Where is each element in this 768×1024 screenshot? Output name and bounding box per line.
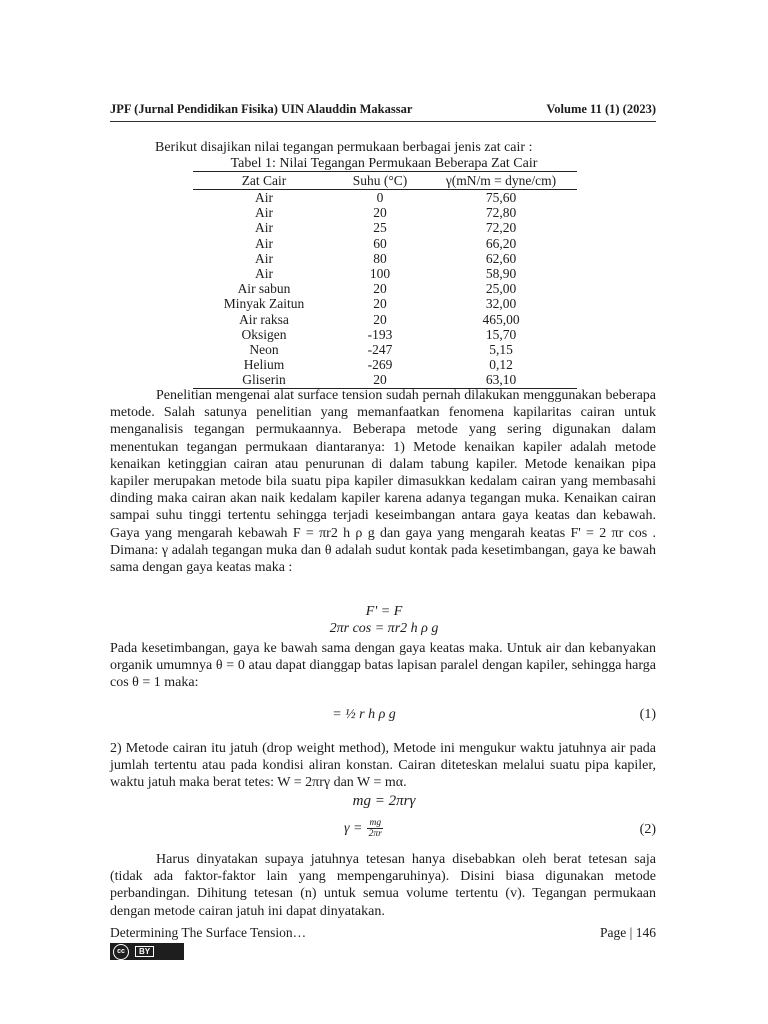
cell-temperature: 60 xyxy=(373,235,387,251)
volume-header: Volume 11 (1) (2023) xyxy=(546,102,656,116)
cell-temperature: 20 xyxy=(373,205,387,221)
cell-tension: 465,00 xyxy=(482,311,520,327)
cell-temperature: 20 xyxy=(335,372,425,388)
cell-substance: Air xyxy=(255,266,273,282)
table-row xyxy=(193,205,577,220)
equation-balance: F' = F xyxy=(365,604,403,619)
table-row xyxy=(193,266,577,281)
table-row xyxy=(193,220,577,235)
cell-tension: 62,60 xyxy=(485,250,517,266)
cell-tension: 75,60 xyxy=(485,190,517,205)
fraction-numerator: mg xyxy=(369,818,382,828)
equation-capillary: 2πr cos = πr2 h ρ g xyxy=(329,621,439,636)
cell-temperature: 80 xyxy=(373,250,387,266)
fraction-denominator: 2πr xyxy=(368,829,382,839)
col-header-tension: γ(mN/m = dyne/cm) xyxy=(425,172,577,190)
equation-1: = ½ r h ρ g xyxy=(332,707,396,722)
cell-substance: Air xyxy=(255,190,273,205)
cell-tension: 58,90 xyxy=(485,266,517,282)
cell-substance: Air xyxy=(255,205,273,221)
running-footer: Determining The Surface Tension… xyxy=(110,925,307,940)
col-header-temperature: Suhu (°C) xyxy=(335,172,425,190)
equation-2-lhs: γ = xyxy=(344,820,363,836)
cell-temperature: 20 xyxy=(373,311,387,327)
cell-tension: 5,15 xyxy=(489,342,513,358)
cell-tension: 0,12 xyxy=(489,357,513,373)
cc-license-badge xyxy=(110,943,184,960)
cell-tension: 32,00 xyxy=(485,296,517,312)
paragraph-equilibrium xyxy=(110,640,656,692)
cell-substance: Gliserin xyxy=(193,372,335,388)
table-row xyxy=(193,327,577,342)
table-row xyxy=(193,342,577,357)
cell-tension: 63,10 xyxy=(425,372,577,388)
cell-substance: Minyak Zaitun xyxy=(223,296,305,312)
cell-substance: Air xyxy=(255,250,273,266)
paragraph-text: 2) Metode cairan itu jatuh (drop weight method), Metode ini mengukur waktu jatuhnya air pada jumlah tertentu atau pada kondisi aliran konstan. Cairan diteteskan melalui suatu pipa kapiler, waktu jatuh maka berat tetes: W = 2πrγ dan W = mα. xyxy=(110,741,656,791)
header-divider xyxy=(110,121,656,122)
cell-temperature: 0 xyxy=(376,190,384,205)
equation-1-number: (1) xyxy=(639,707,656,722)
intro-text: Berikut disajikan nilai tegangan permukaan berbagai jenis zat cair : xyxy=(155,140,533,155)
cell-temperature: -247 xyxy=(367,342,393,358)
page-number: Page | 146 xyxy=(600,925,656,940)
equation-2 xyxy=(344,818,383,839)
cell-temperature: -193 xyxy=(367,326,393,342)
paragraph-text: Harus dinyatakan supaya jatuhnya tetesan hanya disebabkan oleh berat tetesan saja (tidak ada faktor-faktor lain yang mempengaruhinya). Disini biasa digunakan metode perbandingan. Dihitung tetesan (n) untuk semua volume tertentu (v). Tegangan permukaan dengan metode cairan jatuh ini dapat dinyatakan. xyxy=(110,852,656,919)
table-caption: Tabel 1: Nilai Tegangan Permukaan Beberapa Zat Cair xyxy=(230,156,538,171)
paragraph-drop-weight xyxy=(110,740,656,792)
table-row xyxy=(193,251,577,266)
table-row xyxy=(193,312,577,327)
cell-substance: Air raksa xyxy=(239,311,289,327)
paragraph-text: Penelitian mengenai alat surface tension sudah pernah dilakukan menggunakan beberapa metode. Salah satunya penelitian yang memanfaatkan fenomena kapilaritas cairan untuk menganalisis tegangan permukaannya. Beberapa metode yang sering digunakan dalam menentukan tegangan permukaan diantaranya: 1) Metode kenaikan kapiler adalah metode kenaikan ketinggian cairan atau penurunan di dalam tabung kapiler. Metode kenaikan pipa kapiler merupakan metode bila suatu pipa kapiler dimasukkan kedalam cairan yang membasahi dinding maka cairan akan naik kedalam kapiler karena adanya tegangan muka. Kenaikan cairan sampai suhu tinggi tertentu sehingga terjadi keseimbangan antara gaya keatas dan kebawah. Gaya yang mengarah kebawah F = πr2 h ρ g dan gaya yang mengarah keatas F' = 2 πr cos . Dimana: γ adalah tegangan muka dan θ adalah sudut kontak pada kesetimbangan, gaya ke bawah sama dengan gaya keatas maka : xyxy=(110,388,656,576)
paragraph-methods xyxy=(110,387,656,576)
table-row xyxy=(193,236,577,251)
equation-2-fraction xyxy=(367,818,383,839)
paragraph-text: Pada kesetimbangan, gaya ke bawah sama dengan gaya keatas maka. Untuk air dan kebanyakan organik umumnya θ = 0 atau dapat dianggap batas lapisan paralel dengan kapiler, sehingga harga cos θ = 1 maka: xyxy=(110,641,656,691)
col-header-substance: Zat Cair xyxy=(193,172,335,190)
table-row xyxy=(193,357,577,372)
cell-tension: 72,80 xyxy=(485,205,517,221)
table-row xyxy=(193,190,577,206)
by-label: BY xyxy=(135,946,154,957)
cell-temperature: 20 xyxy=(373,281,387,297)
cell-tension: 25,00 xyxy=(485,281,517,297)
cell-substance: Helium xyxy=(243,357,285,373)
cell-substance: Oksigen xyxy=(241,326,287,342)
cell-tension: 66,20 xyxy=(485,235,517,251)
cell-substance: Air sabun xyxy=(237,281,291,297)
cell-substance: Air xyxy=(255,220,273,236)
paragraph-comparison xyxy=(110,851,656,920)
cell-temperature: 100 xyxy=(369,266,391,282)
equation-2-number: (2) xyxy=(639,822,656,837)
cell-temperature: 20 xyxy=(373,296,387,312)
cell-substance: Air xyxy=(255,235,273,251)
cell-substance: Neon xyxy=(249,342,279,358)
journal-header: JPF (Jurnal Pendidikan Fisika) UIN Alauddin Makassar xyxy=(110,102,413,116)
cell-temperature: -269 xyxy=(367,357,393,373)
table-row xyxy=(193,296,577,311)
cell-temperature: 25 xyxy=(373,220,387,236)
equation-drop: mg = 2πrγ xyxy=(352,793,416,809)
table-row xyxy=(193,372,577,388)
cell-tension: 15,70 xyxy=(485,326,517,342)
cc-icon: cc xyxy=(113,944,129,960)
surface-tension-table xyxy=(193,171,577,389)
table-row xyxy=(193,281,577,296)
cell-tension: 72,20 xyxy=(485,220,517,236)
